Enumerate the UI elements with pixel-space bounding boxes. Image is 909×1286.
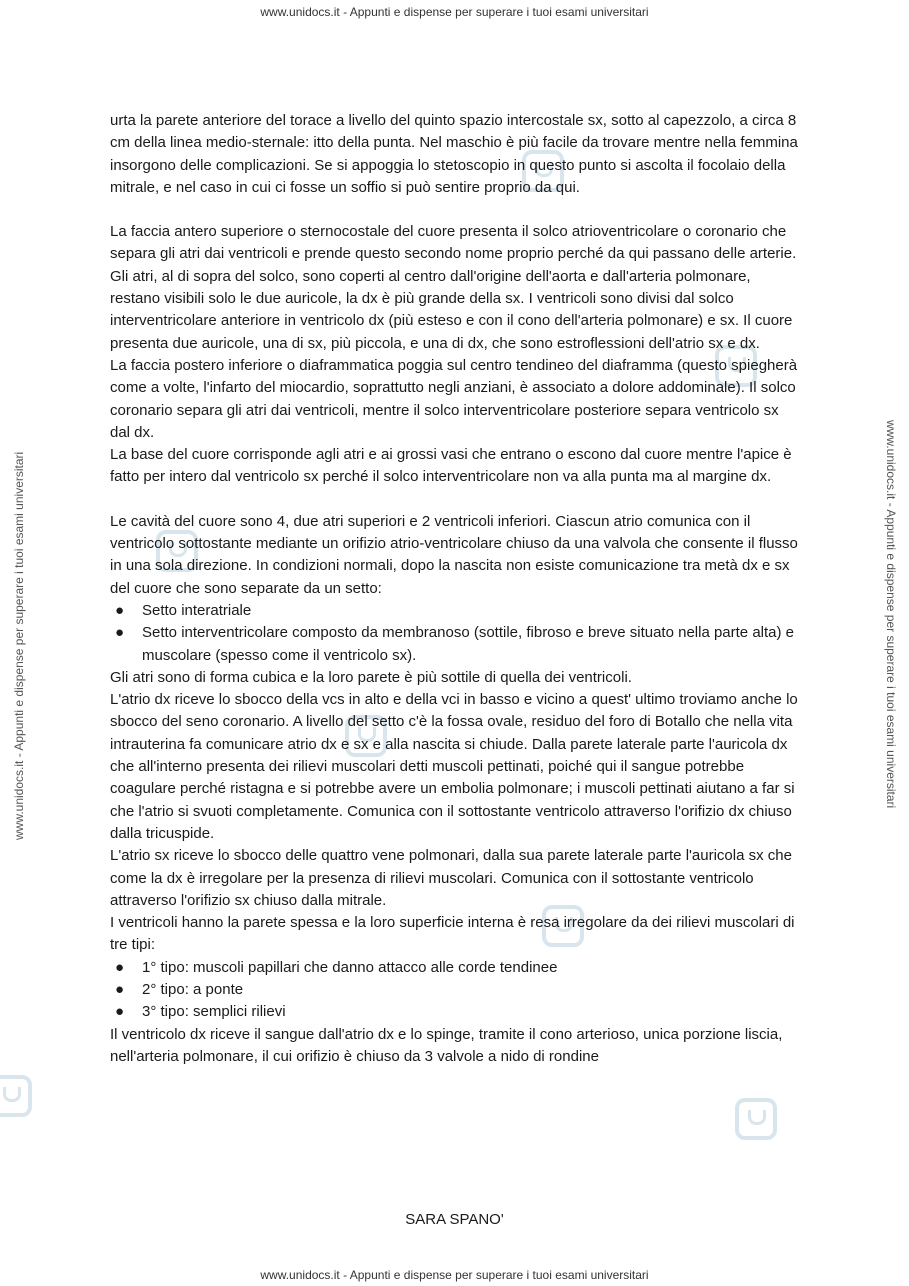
author-footer: SARA SPANO' (405, 1211, 504, 1228)
watermark-side-left: www.unidocs.it - Appunti e dispense per superare i tuoi esami universitari (12, 451, 26, 840)
paragraph: L'atrio dx riceve lo sbocco della vcs in alto e della vci in basso e vicino a quest' ultimo troviamo anche lo sbocco del seno coronario. A livello del setto c'è la fossa ovale, residuo del foro di Botallo che nella vita intrauterina fa comunicare atrio dx e sx e alla nascita si chiude. Dalla parete laterale parte l'auricola dx che all'interno presenta dei rilievi muscolari detti muscoli pettinati, poiché qui il sangue potrebbe coagulare perché ristagna e si potrebbe avere un embolia polmonare; i muscoli pettinati aiutano a far si che l'atrio si svuoti completamente. Comunica con il sottostante ventricolo attraverso l'orifizio dx chiuso dalla tricuspide. (110, 691, 798, 842)
paragraph: I ventricoli hanno la parete spessa e la loro superficie interna è resa irregolare da dei rilievi muscolari di tre tipi: (110, 914, 795, 954)
bullet-icon: ● (115, 624, 125, 642)
bullet-icon: ● (115, 601, 125, 619)
watermark-side-right: www.unidocs.it - Appunti e dispense per superare i tuoi esami universitari (884, 420, 898, 809)
list-item: ● 1° tipo: muscoli papillari che danno attacco alle corde tendinee (110, 957, 800, 979)
paragraph: La faccia postero inferiore o diaframmatica poggia sul centro tendineo del diaframma (questo spiegherà come a volte, l'infarto del miocardio, soprattutto negli anziani, è associato a dolore addominale). Il solco coronario separa gli atri dai ventricoli, mentre il solco interventricolare posteriore separa ventricolo sx dal dx. (110, 356, 798, 441)
bullet-icon: ● (115, 958, 125, 976)
list-item: ● 2° tipo: a ponte (110, 979, 800, 1001)
paragraph: La faccia antero superiore o sternocostale del cuore presenta il solco atrioventricolare o coronario che separa gli atri dai ventricoli e prende questo secondo nome proprio perché da qui passano delle arterie. Gli atri, al di sopra del solco, sono coperti al centro dall'origine dell'aorta e dall'arteria polmonare, restano visibili solo le due auricole, la dx è più grande della sx. I ventricoli sono divisi dal solco interventricolare anteriore in ventricolo dx (più esteso e con il cono dell'arteria polmonare) e sx. Il cuore presenta due auricole, una di sx, più piccola, e una di dx, che sono estroflessioni dell'atrio sx e dx. (110, 223, 797, 352)
bullet-icon: ● (115, 1003, 125, 1021)
list-item: ● 3° tipo: semplici rilievi (110, 1001, 800, 1023)
watermark-logo-icon (0, 1075, 32, 1117)
septa-list (110, 600, 800, 667)
watermark-header: www.unidocs.it - Appunti e dispense per superare i tuoi esami universitari (260, 5, 649, 19)
list-item: ● Setto interventricolare composto da membranoso (sottile, fibroso e breve situato nella parte alta) e muscolare (spesso come il ventricolo sx). (115, 624, 795, 664)
paragraph: Gli atri sono di forma cubica e la loro parete è più sottile di quella dei ventricoli. (110, 668, 632, 686)
paragraph: La base del cuore corrisponde agli atri e ai grossi vasi che entrano o escono dal cuore mentre l'apice è fatto per intero dal ventricolo sx perché il solco interventricolare non va alla punta ma al margine dx. (110, 446, 792, 486)
watermark-logo-icon (735, 1098, 777, 1140)
paragraph: urta la parete anteriore del torace a livello del quinto spazio intercostale sx, sotto al capezzolo, a circa 8 cm della linea medio-sternale: itto della punta. Nel maschio è più facile da trovare mentre nella femmina insorgono delle complicazioni. Se si appoggia lo stetoscopio in questo punto si ascolta il focolaio della mitrale, e nel caso in cui ci fosse un soffio si può sentire proprio da qui. (110, 112, 798, 196)
paragraph: Le cavità del cuore sono 4, due atri superiori e 2 ventricoli inferiori. Ciascun atrio comunica con il ventricolo sottostante mediante un orifizio atrio-ventricolare chiuso da una valvola che consente il flusso in una sola direzione. In condizioni normali, dopo la nascita non esiste comunicazione tra metà dx e sx del cuore che sono separate da un setto: (110, 512, 798, 597)
paragraph: Il ventricolo dx riceve il sangue dall'atrio dx e lo spinge, tramite il cono arterioso, unica porzione liscia, nell'arteria polmonare, il cui orifizio è chiuso da 3 valvole a nido di rondine (110, 1025, 783, 1065)
document-body (110, 110, 800, 1068)
watermark-footer: www.unidocs.it - Appunti e dispense per superare i tuoi esami universitari (260, 1268, 649, 1282)
rilievi-list (110, 957, 800, 1024)
paragraph: L'atrio sx riceve lo sbocco delle quattro vene polmonari, dalla sua parete laterale parte l'auricola sx che come la dx è irregolare per la presenza di rilievi muscolari. Comunica con il sottostante ventricolo attraverso l'orifizio sx chiuso dalla mitrale. (110, 847, 792, 909)
bullet-icon: ● (115, 980, 125, 998)
list-item: ● Setto interatriale (110, 600, 800, 622)
